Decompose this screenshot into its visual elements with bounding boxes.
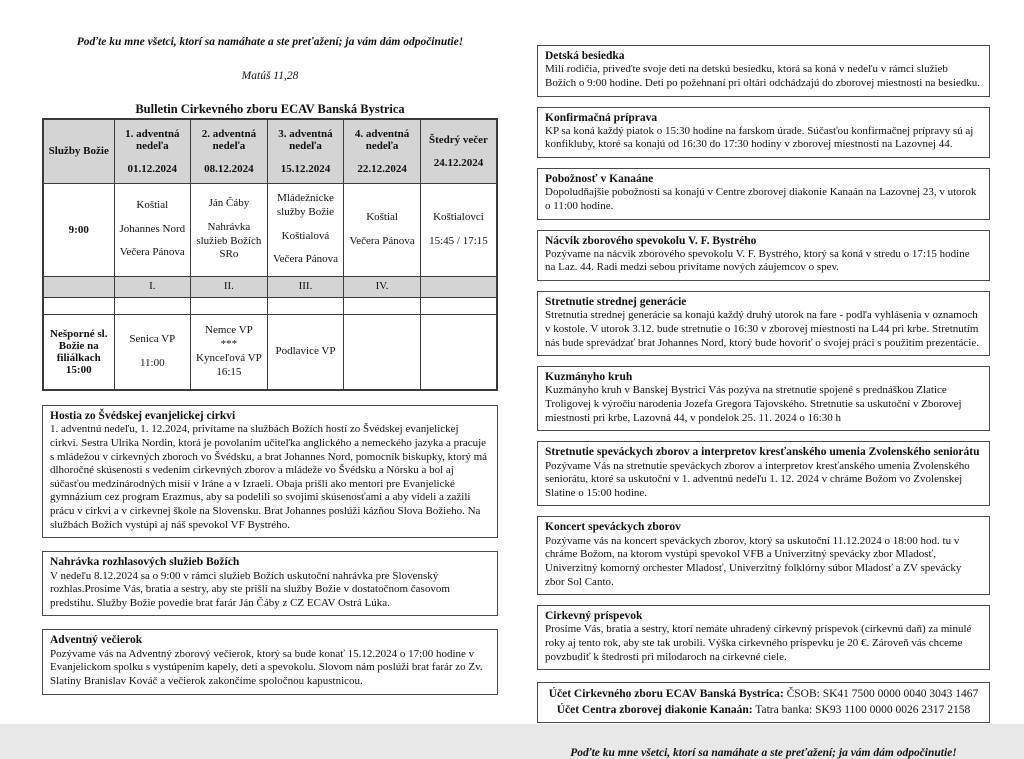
section-box — [537, 516, 990, 595]
cell-line: Koštial — [136, 198, 169, 211]
schedule-header-row — [43, 119, 497, 183]
cell-line: III. — [298, 279, 313, 292]
schedule-cell — [420, 297, 497, 314]
cell-line: Johannes Nord — [119, 222, 186, 235]
section-box — [42, 551, 498, 616]
scripture-reference: Matúš 11,28 — [241, 70, 299, 82]
column-date: 08.12.2024 — [204, 162, 254, 175]
cell-line: Koštialovci — [433, 210, 484, 223]
section-title: Konfirmačná príprava — [545, 111, 658, 124]
row-label: Nešporné sl. Božie na filiálkach 15:00 — [43, 314, 114, 390]
left-sections — [42, 405, 498, 695]
row-label — [43, 297, 114, 314]
section-title: Pobožnosť v Kanaáne — [545, 173, 654, 185]
section-body: 1. adventnú nedeľu, 1. 12.2024, privítame na službách Božích hostí zo Švédskej evanjelickej cirkvi. Sestra Ulrika Nordin, ktorá je povolaním učiteľka anglického a nemeckého jazyka a pracuje s mládežou v cirkevných zboroch vo Švédsku, a brat Johannes Nord, pomocník biskupky, ktorý má dlhoročné skúsenosti s vedením cirkevných zborov a mládeže vo Švédsku a Nórsku a bol aj súčasťou medzinárodných misií v Iráne a v Izraeli. Obaja prišli ako mentori pre Evanjelické gymnázium cez program Erazmus, aby sa podelili so svojimi skúsenosťami a aby videli a zažili prácu v cirkvi a v cirkevnej škole na Slovensku. Brat Johannes poslúži kázňou Slova Božieho. Na službách Božích vystúpi aj náš spevokol VF Bystrého. — [50, 423, 488, 531]
schedule-cell — [191, 297, 268, 314]
cell-line: IV. — [375, 279, 389, 292]
bulletin-title: Bulletin Cirkevného zboru ECAV Banská Bystrica — [135, 102, 405, 116]
section-body: Milí rodičia, priveďte svoje deti na detskú besiedku, ktorá sa koná v nedeľu v rámci služieb Božích o 9:00 hodine. Deti po požehnaní pri oltári odchádzajú do zborovej miestnosti na besiedku. — [545, 63, 981, 89]
right-column — [537, 45, 990, 759]
schedule-row-spacer — [43, 297, 497, 314]
closing-quote: Poďte ku mne všetci, ktorí sa namáhate a ste preťažení; ja vám dám odpočinutie! — [570, 747, 957, 759]
section-title: Adventný večierok — [50, 634, 143, 647]
column-name: Štedrý večer — [428, 133, 488, 146]
column-date: 22.12.2024 — [357, 162, 407, 175]
schedule-column-header — [344, 119, 421, 183]
section-box — [42, 629, 498, 694]
schedule-row-roman — [43, 276, 497, 297]
section-box — [537, 605, 990, 670]
cell-line: Mládežnícke služby Božie — [276, 192, 335, 218]
section-title: Stretnutie strednej generácie — [545, 296, 687, 308]
schedule-cell — [344, 297, 421, 314]
section-box — [42, 405, 498, 538]
schedule-cell — [420, 314, 497, 390]
schedule-cell — [344, 183, 421, 276]
cell-line: Večera Pánova — [272, 253, 339, 266]
section-title: Detská besiedka — [545, 50, 625, 62]
cell-line: 11:00 — [139, 356, 165, 369]
cell-line: *** — [220, 338, 238, 350]
cell-line: Večera Pánova — [119, 246, 185, 259]
schedule-column-header — [191, 119, 268, 183]
section-box — [537, 366, 990, 431]
cell-line: 16:15 — [216, 365, 242, 378]
cell-line: Nahrávka služieb Božích SRo — [196, 220, 262, 261]
schedule-corner-cell: Služby Božie — [43, 119, 114, 183]
schedule-cell — [191, 314, 268, 390]
section-box — [537, 168, 990, 220]
account-line — [544, 703, 983, 719]
cell-line: 15:45 / 17:15 — [429, 234, 488, 247]
schedule-cell — [114, 276, 191, 297]
cell-line: Ján Čáby — [208, 197, 250, 209]
schedule-cell — [191, 276, 268, 297]
opening-quote: Poďte ku mne všetci, ktorí sa namáhate a ste preťažení; ja vám dám odpočinutie! — [76, 36, 464, 48]
section-body: V nedeľu 8.12.2024 sa o 9:00 v rámci služieb Božích uskutoční nahrávka pre Slovenský rozhlas.Prosíme Vás, bratia a sestry, aby ste prišli na služby Božie v dostatočnom časovom predstihu. Služby Božie povedie brat farár Ján Čáby z CZ ECAV Ostrá Lúka. — [50, 569, 450, 609]
schedule-cell — [267, 297, 344, 314]
schedule-cell — [191, 183, 268, 276]
account-label: Účet Centra zborovej diakonie Kanaán: — [556, 703, 753, 716]
cell-line: Podlavice VP — [275, 344, 336, 357]
schedule-cell — [267, 314, 344, 390]
section-body: Prosíme Vás, bratia a sestry, ktorí nemáte uhradený cirkevný príspevok (cirkevnú daň) za minulé roky aj tento rok, aby ste tak urobili. Výška cirkevného príspevku je 20 €. Zároveň vás chceme povzbudiť k štedrosti pri milodaroch na cirkevné ciele. — [545, 623, 972, 663]
schedule-cell — [420, 276, 497, 297]
column-name: 4. adventná nedeľa — [354, 127, 410, 152]
schedule-row-vespers — [43, 314, 497, 390]
account-line — [544, 687, 983, 703]
cell-line: Koštial — [366, 210, 398, 223]
schedule-cell — [344, 314, 421, 390]
column-date: 15.12.2024 — [280, 162, 331, 175]
schedule-row-main — [43, 183, 497, 276]
schedule-cell — [420, 183, 497, 276]
section-box — [537, 441, 990, 506]
column-name: 1. adventná nedeľa — [125, 127, 180, 152]
section-body: Pozývame Vás na stretnutie speváckych zborov a interpretov kresťanského umenia Zvolenského seniorátu, ktoré sa uskutoční v 1. adventnú nedeľu 1. 12. 2024 v chráme Božom vo Zvolenskej Slatine o 15:00 hodine. — [545, 459, 970, 499]
right-sections — [537, 45, 990, 670]
cell-line: Kynceľová VP — [196, 351, 262, 364]
section-box — [537, 107, 990, 159]
schedule-cell — [267, 183, 344, 276]
schedule-cell — [114, 297, 191, 314]
section-body: Pozývame vás na Adventný zborový večierok, ktorý sa bude konať 15.12.2024 o 17:00 hodine v Evanjelickom spolku s vystúpením kapely, detí a spevokolu. Slovom nám poslúži brat farár zo Zv. Slatiny Branislav Kováč a večierok zakončíme spoločnou kapustnicou. — [50, 647, 483, 687]
row-label: 9:00 — [43, 183, 114, 276]
cell-line: II. — [223, 279, 234, 292]
schedule-column-header — [420, 119, 497, 183]
column-date: 01.12.2024 — [127, 162, 178, 175]
section-box — [537, 230, 990, 282]
schedule-cell — [267, 276, 344, 297]
section-body: Kuzmányho kruh v Banskej Bystrici Vás pozýva na stretnutie spojené s prednáškou Zlatice Troligovej k výročiu narodenia Jozefa Gregora Tajovského. Stretnutie sa uskutoční v Zborovej miestnosti pri krbe, Lazovná 44, v pondelok 25. 11. 2024 o 16:30 h — [545, 384, 962, 424]
cell-line: Koštialová — [281, 229, 330, 242]
left-column — [42, 36, 498, 708]
column-date: 24.12.2024 — [433, 156, 484, 169]
column-name: 2. adventná nedeľa — [201, 127, 257, 152]
section-title: Koncert speváckych zborov — [545, 521, 681, 534]
account-label: Účet Cirkevného zboru ECAV Banská Bystrica: — [548, 688, 784, 701]
schedule-column-header — [267, 119, 344, 183]
section-body: Dopoludňajšie pobožnosti sa konajú v Centre zborovej diakonie Kanaán na Lazovnej 23, v utorok o 11:00 hodine. — [545, 186, 977, 212]
column-name: 3. adventná nedeľa — [278, 127, 333, 152]
section-title: Kuzmányho kruh — [545, 371, 633, 384]
section-title: Cirkevný príspevok — [545, 610, 643, 623]
cell-line: Senica VP — [129, 333, 176, 345]
section-box — [537, 291, 990, 356]
schedule-cell — [114, 314, 191, 390]
schedule-cell — [344, 276, 421, 297]
schedule-cell — [114, 183, 191, 276]
section-body: Pozývame vás na koncert speváckych zborov, ktorý sa uskutoční 11.12.2024 o 18:00 hod. tu v chráme Božom, na ktorom vystúpi spevokol VFB a Univerzitný spevácky zbor Mladosť, Univerzitný komorný orchester Mladosť, Univerzitný folklórny súbor Mladosť a ZV spevácky zbor Sol Canto. — [545, 534, 962, 588]
section-body: Pozývame na nácvik zborového spevokolu V. F. Bystrého, ktorý sa koná v stredu o 17:15 hodine na Laz. 44. Radi medzi sebou privítame nových záujemcov o spev. — [545, 247, 970, 274]
section-title: Nahrávka rozhlasových služieb Božích — [50, 556, 240, 569]
section-title: Nácvik zborového spevokolu V. F. Bystrého — [545, 234, 757, 247]
accounts-box — [537, 682, 990, 723]
row-label — [43, 276, 114, 297]
section-body: KP sa koná každý piatok o 15:30 hodine na farskom úrade. Súčasťou konfirmačnej prípravy sú aj konfikluby, ktoré sa konajú od 16:30 do 17:30 hodiny v zborovej miestnosti na Lazovnej 44. — [545, 124, 974, 151]
cell-line: I. — [149, 279, 156, 292]
section-title: Hostia zo Švédskej evanjelickej cirkvi — [50, 410, 236, 422]
schedule-table — [42, 118, 498, 391]
section-body: Stretnutia strednej generácie sa konajú každý druhý utorok na fare - podľa vyhlásenia v oznamoch v kostole. V utorok 3.12. bude stretnutie o 16:30 v zborovej miestnosti na L44 pri krbe. Stretnutím nás bude sprevádzať brat Johannes Nord, ktorý bude hovoriť o svojej práci s použitím prezentácie. — [545, 309, 979, 349]
section-title: Stretnutie speváckych zborov a interpretov kresťanského umenia Zvolenského seniorátu — [545, 446, 980, 459]
account-number: ČSOB: SK41 7500 0000 0040 3043 1467 — [783, 688, 979, 701]
schedule-column-header — [114, 119, 191, 183]
account-number: Tatra banka: SK93 1100 0000 0026 2317 2158 — [752, 703, 971, 716]
cell-line: Nemce VP — [205, 324, 253, 337]
cell-line: Večera Pánova — [349, 234, 415, 247]
section-box — [537, 45, 990, 97]
